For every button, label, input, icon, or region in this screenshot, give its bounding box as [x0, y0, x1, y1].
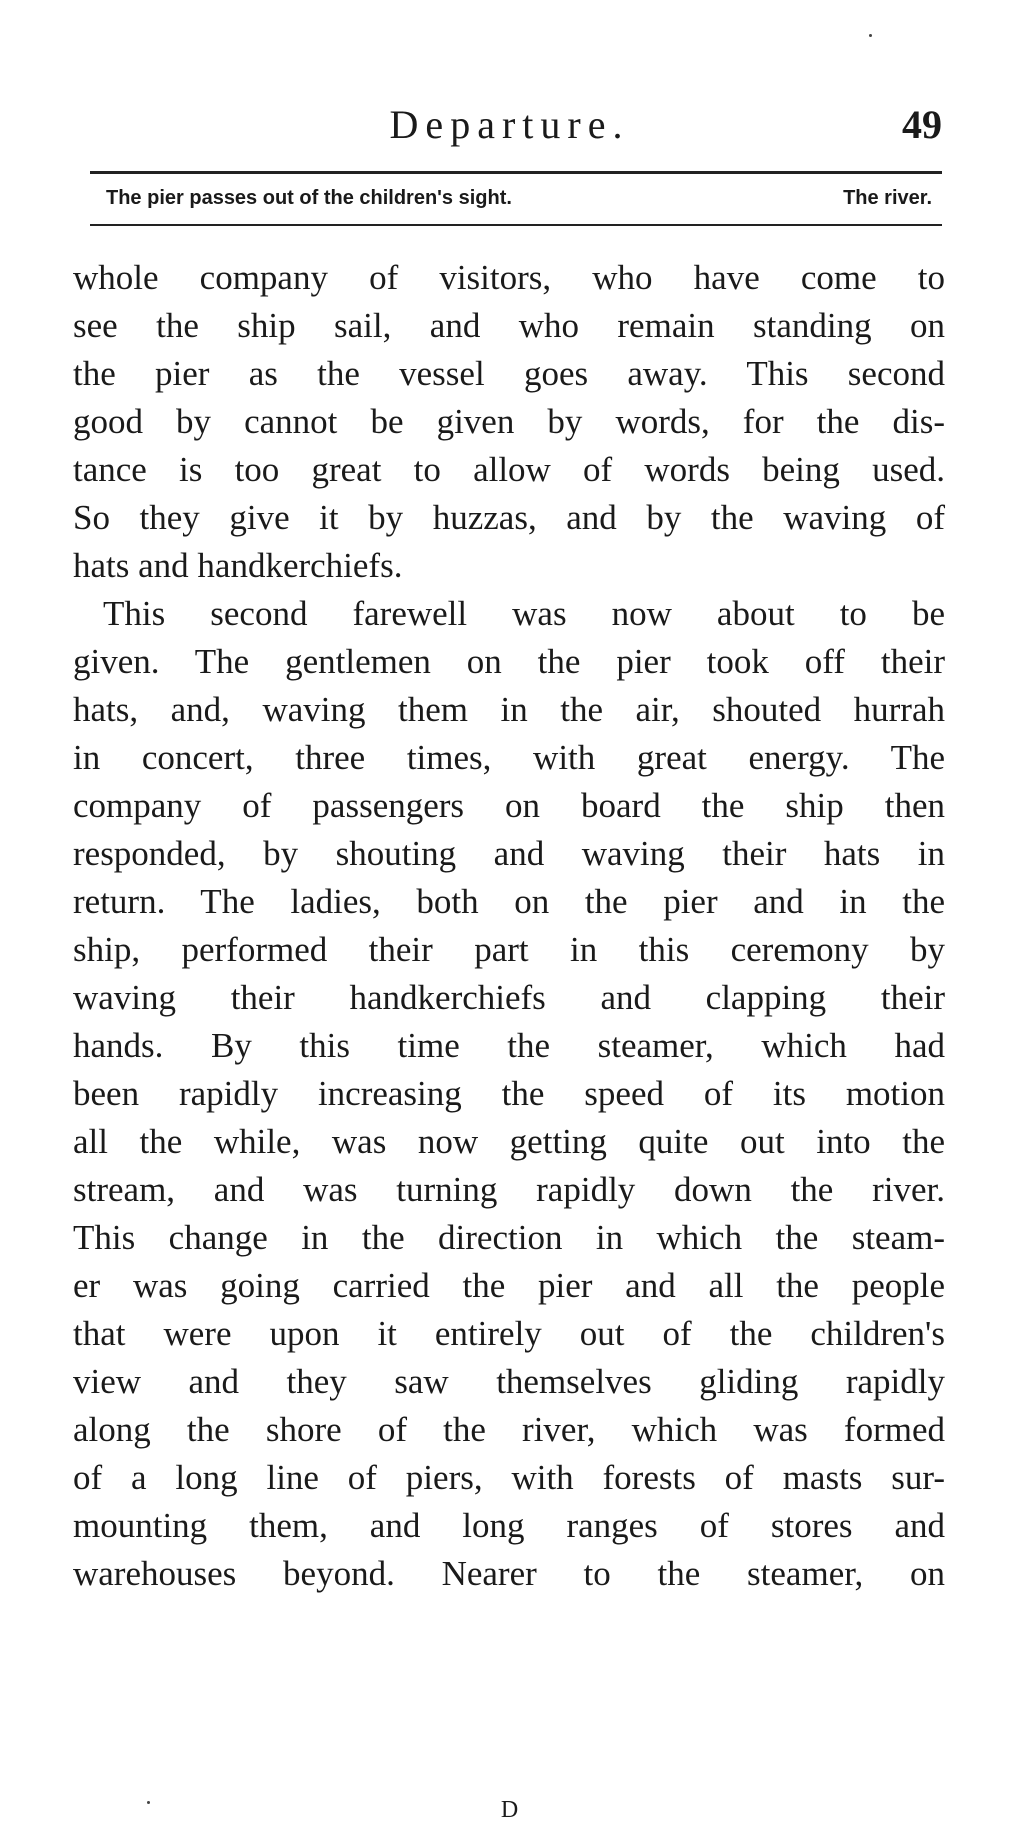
text-line: view and they saw themselves gliding rapidly: [73, 1362, 945, 1401]
body-text: [73, 254, 945, 1598]
running-head: [0, 100, 1019, 150]
text-line: given. The gentlemen on the pier took off their: [73, 642, 945, 681]
text-line: all the while, was now getting quite out into the: [73, 1122, 945, 1161]
side-notes: [106, 178, 932, 218]
text-line: This change in the direction in which the steam-: [73, 1218, 945, 1257]
text-line: responded, by shouting and waving their hats in: [73, 834, 945, 873]
text-line: been rapidly increasing the speed of its motion: [73, 1074, 945, 1113]
text-line: mounting them, and long ranges of stores and: [73, 1506, 945, 1545]
text-line: stream, and was turning rapidly down the river.: [73, 1170, 945, 1209]
text-line: see the ship sail, and who remain standing on: [73, 306, 945, 345]
print-speck: [869, 34, 872, 37]
text-line: in concert, three times, with great energy. The: [73, 738, 945, 777]
text-line: hands. By this time the steamer, which had: [73, 1026, 945, 1065]
text-line: return. The ladies, both on the pier and in the: [73, 882, 945, 921]
text-line: This second farewell was now about to be: [103, 594, 945, 633]
text-line: hats and handkerchiefs.: [73, 546, 403, 585]
side-note-left: The pier passes out of the children's sight.: [106, 187, 512, 209]
text-line: good by cannot be given by words, for the dis-: [73, 402, 945, 441]
signature-mark: D: [500, 1797, 519, 1823]
text-line: tance is too great to allow of words being used.: [73, 450, 945, 489]
text-line: company of passengers on board the ship then: [73, 786, 945, 825]
text-line: hats, and, waving them in the air, shouted hurrah: [73, 690, 945, 729]
text-line: that were upon it entirely out of the children's: [73, 1314, 945, 1353]
text-line: whole company of visitors, who have come to: [73, 258, 945, 297]
text-line: waving their handkerchiefs and clapping their: [73, 978, 945, 1017]
page-title: Departure.: [389, 102, 630, 147]
header-rule-top: [90, 171, 942, 174]
text-line: of a long line of piers, with forests of masts sur-: [73, 1458, 945, 1497]
text-line: ship, performed their part in this ceremony by: [73, 930, 945, 969]
side-note-right: The river.: [843, 187, 932, 209]
text-line: warehouses beyond. Nearer to the steamer, on: [73, 1554, 945, 1593]
text-line: er was going carried the pier and all the people: [73, 1266, 945, 1305]
header-rule-bottom: [90, 224, 942, 226]
text-line: along the shore of the river, which was formed: [73, 1410, 945, 1449]
text-line: the pier as the vessel goes away. This second: [73, 354, 945, 393]
text-line: So they give it by huzzas, and by the waving of: [73, 498, 945, 537]
page-number: 49: [902, 102, 942, 147]
